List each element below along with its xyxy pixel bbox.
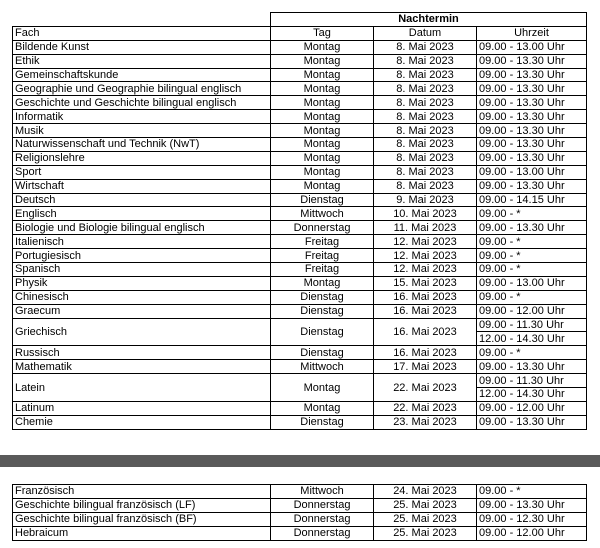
table-row: [13, 360, 587, 374]
second-schedule-table: [12, 484, 587, 541]
nachtermin-header: Nachtermin: [271, 13, 587, 27]
date-cell: 24. Mai 2023: [374, 485, 477, 499]
date-cell: 15. Mai 2023: [374, 276, 477, 290]
table-row: [13, 498, 587, 512]
day-cell: Montag: [271, 151, 374, 165]
day-cell: Montag: [271, 276, 374, 290]
date-cell: 12. Mai 2023: [374, 263, 477, 277]
day-cell: Donnerstag: [271, 526, 374, 540]
table-row: [13, 290, 587, 304]
date-cell: 8. Mai 2023: [374, 151, 477, 165]
date-cell: 8. Mai 2023: [374, 124, 477, 138]
subject-cell: Religionslehre: [13, 151, 271, 165]
day-cell: Freitag: [271, 249, 374, 263]
col-header-datum: Datum: [374, 26, 477, 40]
time-cell: 09.00 - *: [477, 485, 587, 499]
time-cell: 09.00 - 13.30 Uhr: [477, 110, 587, 124]
subject-cell: Physik: [13, 276, 271, 290]
subject-cell: Latein: [13, 374, 271, 402]
day-cell: Dienstag: [271, 415, 374, 429]
day-cell: Donnerstag: [271, 512, 374, 526]
column-header-row: [13, 26, 587, 40]
subject-cell: Ethik: [13, 54, 271, 68]
date-cell: 25. Mai 2023: [374, 526, 477, 540]
day-cell: Freitag: [271, 235, 374, 249]
day-cell: Dienstag: [271, 304, 374, 318]
time-cell: 09.00 - 14.15 Uhr: [477, 193, 587, 207]
day-cell: Montag: [271, 179, 374, 193]
date-cell: 10. Mai 2023: [374, 207, 477, 221]
col-header-fach: Fach: [13, 26, 271, 40]
table-row: [13, 526, 587, 540]
date-cell: 11. Mai 2023: [374, 221, 477, 235]
day-cell: Montag: [271, 124, 374, 138]
table-row: [13, 68, 587, 82]
subject-cell: Wirtschaft: [13, 179, 271, 193]
table-row: [13, 263, 587, 277]
subject-cell: Geschichte bilingual französisch (LF): [13, 498, 271, 512]
table-row: [13, 485, 587, 499]
table-row: [13, 193, 587, 207]
time-cell: 09.00 - *: [477, 235, 587, 249]
table-row: [13, 235, 587, 249]
day-cell: Dienstag: [271, 193, 374, 207]
table-row: [13, 54, 587, 68]
table-row: [13, 96, 587, 110]
time-cell: 09.00 - *: [477, 346, 587, 360]
subject-cell: Graecum: [13, 304, 271, 318]
table-row: [13, 374, 587, 388]
day-cell: Montag: [271, 96, 374, 110]
day-cell: Donnerstag: [271, 498, 374, 512]
date-cell: 17. Mai 2023: [374, 360, 477, 374]
subject-cell: Italienisch: [13, 235, 271, 249]
time-cell: 09.00 - 13.00 Uhr: [477, 165, 587, 179]
time-cell: 09.00 - 13.30 Uhr: [477, 360, 587, 374]
time-cell: 09.00 - 12.30 Uhr: [477, 512, 587, 526]
date-cell: 8. Mai 2023: [374, 82, 477, 96]
subject-cell: Deutsch: [13, 193, 271, 207]
day-cell: Montag: [271, 138, 374, 152]
table-row: [13, 401, 587, 415]
table-row: [13, 512, 587, 526]
date-cell: 8. Mai 2023: [374, 68, 477, 82]
time-cell: 09.00 - 13.30 Uhr: [477, 96, 587, 110]
day-cell: Montag: [271, 401, 374, 415]
table-row: [13, 318, 587, 332]
time-cell: 12.00 - 14.30 Uhr: [477, 332, 587, 346]
time-cell: 09.00 - 13.30 Uhr: [477, 151, 587, 165]
date-cell: 9. Mai 2023: [374, 193, 477, 207]
subject-cell: Naturwissenschaft und Technik (NwT): [13, 138, 271, 152]
subject-cell: Bildende Kunst: [13, 40, 271, 54]
day-cell: Mittwoch: [271, 207, 374, 221]
main-schedule-table: [12, 12, 587, 430]
date-cell: 12. Mai 2023: [374, 235, 477, 249]
time-cell: 09.00 - 13.30 Uhr: [477, 415, 587, 429]
subject-cell: Hebraicum: [13, 526, 271, 540]
time-cell: 09.00 - 13.30 Uhr: [477, 179, 587, 193]
time-cell: 09.00 - 13.30 Uhr: [477, 68, 587, 82]
day-cell: Montag: [271, 82, 374, 96]
subject-cell: Musik: [13, 124, 271, 138]
subject-cell: Portugiesisch: [13, 249, 271, 263]
date-cell: 16. Mai 2023: [374, 290, 477, 304]
time-cell: 09.00 - *: [477, 263, 587, 277]
blank-corner: [13, 13, 271, 27]
day-cell: Freitag: [271, 263, 374, 277]
table-row: [13, 138, 587, 152]
time-cell: 09.00 - 13.00 Uhr: [477, 40, 587, 54]
section-divider: [0, 455, 600, 467]
time-cell: 09.00 - *: [477, 207, 587, 221]
subject-cell: Russisch: [13, 346, 271, 360]
table-row: [13, 124, 587, 138]
date-cell: 16. Mai 2023: [374, 318, 477, 346]
table-row: [13, 40, 587, 54]
table-row: [13, 249, 587, 263]
date-cell: 16. Mai 2023: [374, 346, 477, 360]
time-cell: 09.00 - 13.30 Uhr: [477, 498, 587, 512]
subject-cell: Mathematik: [13, 360, 271, 374]
date-cell: 8. Mai 2023: [374, 138, 477, 152]
time-cell: 09.00 - 13.30 Uhr: [477, 138, 587, 152]
day-cell: Montag: [271, 40, 374, 54]
table-row: [13, 165, 587, 179]
date-cell: 12. Mai 2023: [374, 249, 477, 263]
subject-cell: Geschichte und Geschichte bilingual englisch: [13, 96, 271, 110]
subject-cell: Griechisch: [13, 318, 271, 346]
group-header-row: [13, 13, 587, 27]
time-cell: 09.00 - *: [477, 249, 587, 263]
date-cell: 8. Mai 2023: [374, 165, 477, 179]
table-row: [13, 346, 587, 360]
time-cell: 09.00 - 11.30 Uhr: [477, 318, 587, 332]
day-cell: Montag: [271, 54, 374, 68]
time-cell: 09.00 - 12.00 Uhr: [477, 526, 587, 540]
time-cell: 12.00 - 14.30 Uhr: [477, 388, 587, 402]
date-cell: 8. Mai 2023: [374, 110, 477, 124]
date-cell: 22. Mai 2023: [374, 401, 477, 415]
day-cell: Mittwoch: [271, 485, 374, 499]
subject-cell: Französisch: [13, 485, 271, 499]
day-cell: Mittwoch: [271, 360, 374, 374]
subject-cell: Geschichte bilingual französisch (BF): [13, 512, 271, 526]
table-row: [13, 179, 587, 193]
time-cell: 09.00 - 12.00 Uhr: [477, 401, 587, 415]
table-row: [13, 276, 587, 290]
time-cell: 09.00 - 13.00 Uhr: [477, 276, 587, 290]
subject-cell: Informatik: [13, 110, 271, 124]
date-cell: 8. Mai 2023: [374, 179, 477, 193]
subject-cell: Gemeinschaftskunde: [13, 68, 271, 82]
subject-cell: Englisch: [13, 207, 271, 221]
table-row: [13, 304, 587, 318]
time-cell: 09.00 - 12.00 Uhr: [477, 304, 587, 318]
table-row: [13, 110, 587, 124]
date-cell: 16. Mai 2023: [374, 304, 477, 318]
table-row: [13, 82, 587, 96]
time-cell: 09.00 - 13.30 Uhr: [477, 82, 587, 96]
subject-cell: Latinum: [13, 401, 271, 415]
time-cell: 09.00 - 11.30 Uhr: [477, 374, 587, 388]
date-cell: 8. Mai 2023: [374, 96, 477, 110]
day-cell: Dienstag: [271, 290, 374, 304]
subject-cell: Spanisch: [13, 263, 271, 277]
table-row: [13, 207, 587, 221]
date-cell: 25. Mai 2023: [374, 498, 477, 512]
day-cell: Montag: [271, 374, 374, 402]
date-cell: 22. Mai 2023: [374, 374, 477, 402]
day-cell: Dienstag: [271, 318, 374, 346]
time-cell: 09.00 - *: [477, 290, 587, 304]
table-row: [13, 151, 587, 165]
subject-cell: Geographie und Geographie bilingual englisch: [13, 82, 271, 96]
day-cell: Dienstag: [271, 346, 374, 360]
time-cell: 09.00 - 13.30 Uhr: [477, 54, 587, 68]
time-cell: 09.00 - 13.30 Uhr: [477, 124, 587, 138]
date-cell: 8. Mai 2023: [374, 40, 477, 54]
subject-cell: Sport: [13, 165, 271, 179]
day-cell: Montag: [271, 68, 374, 82]
col-header-tag: Tag: [271, 26, 374, 40]
subject-cell: Biologie und Biologie bilingual englisch: [13, 221, 271, 235]
day-cell: Montag: [271, 165, 374, 179]
table-row: [13, 415, 587, 429]
day-cell: Montag: [271, 110, 374, 124]
time-cell: 09.00 - 13.30 Uhr: [477, 221, 587, 235]
table-row: [13, 221, 587, 235]
subject-cell: Chemie: [13, 415, 271, 429]
subject-cell: Chinesisch: [13, 290, 271, 304]
date-cell: 25. Mai 2023: [374, 512, 477, 526]
date-cell: 23. Mai 2023: [374, 415, 477, 429]
date-cell: 8. Mai 2023: [374, 54, 477, 68]
col-header-uhrzeit: Uhrzeit: [477, 26, 587, 40]
day-cell: Donnerstag: [271, 221, 374, 235]
